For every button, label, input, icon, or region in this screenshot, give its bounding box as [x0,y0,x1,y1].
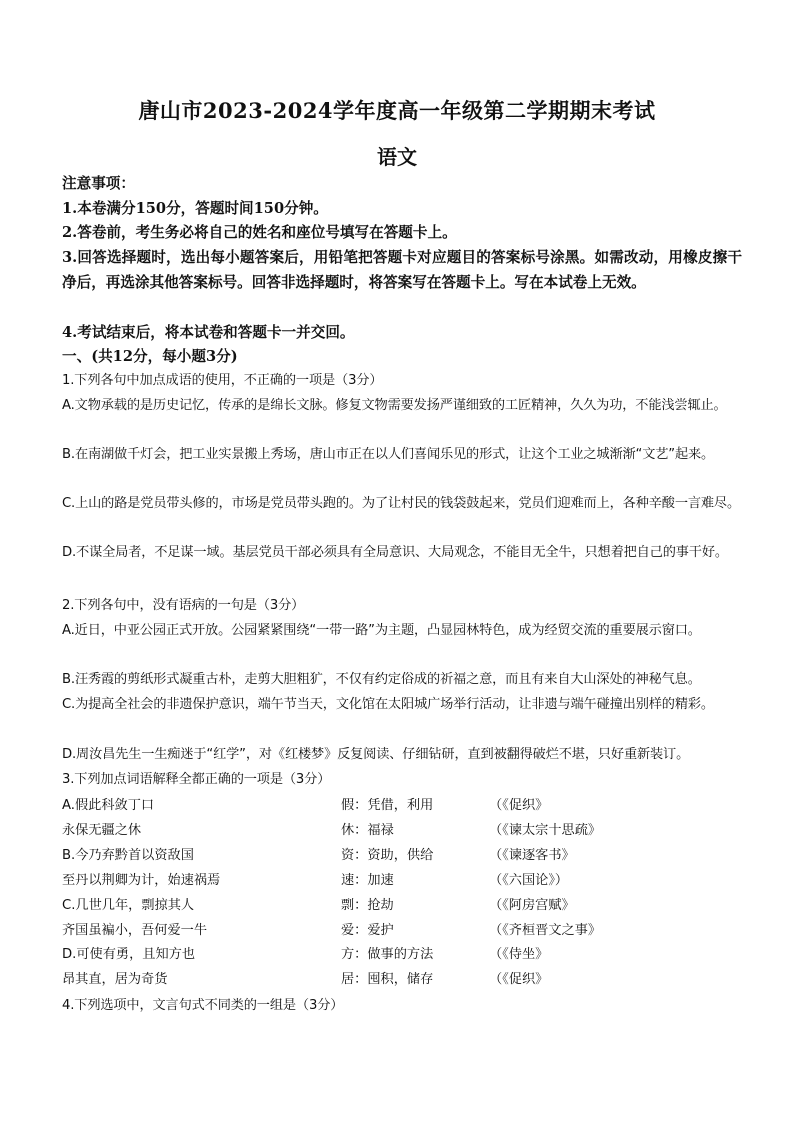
q3-gloss: 资：资助，供给 [341,848,434,863]
q3-source: （《阿房宫赋》 [489,898,575,913]
q1-stem: 1.下列各句中加点成语的使用，不正确的一项是（3分） [62,373,383,388]
q4-stem: 4.下列选项中，文言句式不同类的一组是（3分） [62,998,344,1013]
notice-item-1: 1.本卷满分150分，答题时间150分钟。 [62,200,328,217]
q3-gloss: 休：福禄 [341,823,394,838]
q3-source: （《六国论》） [489,873,569,888]
q3-row [62,968,744,992]
subject-title: 语文 [377,145,417,169]
q3-sentence: D.可使有勇，且知方也 [62,947,196,962]
notice-heading: 注意事项： [62,175,135,192]
notice-item-2: 2.答卷前，考生务必将自己的姓名和座位号填写在答题卡上。 [62,224,457,241]
q3-source: （《谏逐客书》 [489,848,575,863]
q3-source: （《促织》 [489,798,549,813]
q3-row [62,844,744,868]
notice-item-4: 4.考试结束后，将本试卷和答题卡一并交回。 [62,324,355,341]
q3-row [62,819,744,843]
exam-title: 唐山市2023-2024学年度高一年级第二学期期末考试 [138,98,656,123]
q3-gloss: 剽：抢劫 [341,898,394,913]
q3-gloss: 方：做事的方法 [341,947,434,962]
q3-row [62,894,744,918]
q1-option-c: C.上山的路是党员带头修的，市场是党员带头跑的。为了让村民的钱袋鼓起来，党员们迎难而上，各种辛酸一言难尽。 [62,496,741,511]
section-heading: 一、(共12分，每小题3分) [62,348,238,365]
q3-sentence: 昂其直，居为奇货 [62,972,168,987]
q2-stem: 2.下列各句中，没有语病的一句是（3分） [62,598,305,613]
q3-gloss: 居：囤积，储存 [341,972,434,987]
notice-item-3: 3.回答选择题时，选出每小题答案后，用铅笔把答题卡对应题目的答案标号涂黑。如需改动，用橡皮擦干净后，再选涂其他答案标号。回答非选择题时，将答案写在答题卡上。写在本试卷上无效。 [62,249,742,291]
q3-row [62,869,744,893]
q3-sentence: 齐国虽褊小，吾何爱一牛 [62,923,208,938]
q3-sentence: A.假此科敛丁口 [62,798,155,813]
q1-option-d: D.不谋全局者，不足谋一域。基层党员干部必须具有全局意识、大局观念，不能目无全牛，只想着把自己的事干好。 [62,545,728,560]
q3-source: （《谏太宗十思疏》 [489,823,602,838]
q1-option-a: A.文物承载的是历史记忆，传承的是绵长文脉。修复文物需要发扬严谨细致的工匠精神，久久为功，不能浅尝辄止。 [62,398,727,413]
q3-gloss: 假：凭借，利用 [341,798,434,813]
q3-row [62,943,744,967]
q3-gloss: 爱：爱护 [341,923,394,938]
q2-option-d: D.周汝昌先生一生痴迷于“红学”，对《红楼梦》反复阅读、仔细钻研，直到被翻得破烂不堪，只好重新装订。 [62,747,690,762]
q3-sentence: 至丹以荆卿为计，始速祸焉 [62,873,221,888]
q3-source: （《侍坐》 [489,947,549,962]
q3-sentence: C.几世几年，剽掠其人 [62,898,195,913]
q3-row [62,794,744,818]
q3-sentence: 永保无疆之休 [62,823,142,838]
q1-option-b: B.在南湖做千灯会，把工业实景搬上秀场，唐山市正在以人们喜闻乐见的形式，让这个工业之城渐渐“文艺”起来。 [62,447,715,462]
q2-option-a: A.近日，中亚公园正式开放。公园紧紧围绕“一带一路”为主题，凸显园林特色，成为经贸交流的重要展示窗口。 [62,623,701,638]
q3-gloss: 速：加速 [341,873,394,888]
q2-option-b: B.汪秀霞的剪纸形式凝重古朴，走剪大胆粗犷，不仅有约定俗成的祈福之意，而且有来自大山深处的神秘气息。 [62,672,701,687]
q3-stem: 3.下列加点词语解释全都正确的一项是（3分） [62,772,331,787]
q3-source: （《促织》 [489,972,549,987]
q3-source: （《齐桓晋文之事》 [489,923,602,938]
q3-row [62,919,744,943]
q3-sentence: B.今乃弃黔首以资敌国 [62,848,194,863]
q2-option-c: C.为提高全社会的非遗保护意识，端午节当天，文化馆在太阳城广场举行活动，让非遗与端午碰撞出别样的精彩。 [62,697,714,712]
